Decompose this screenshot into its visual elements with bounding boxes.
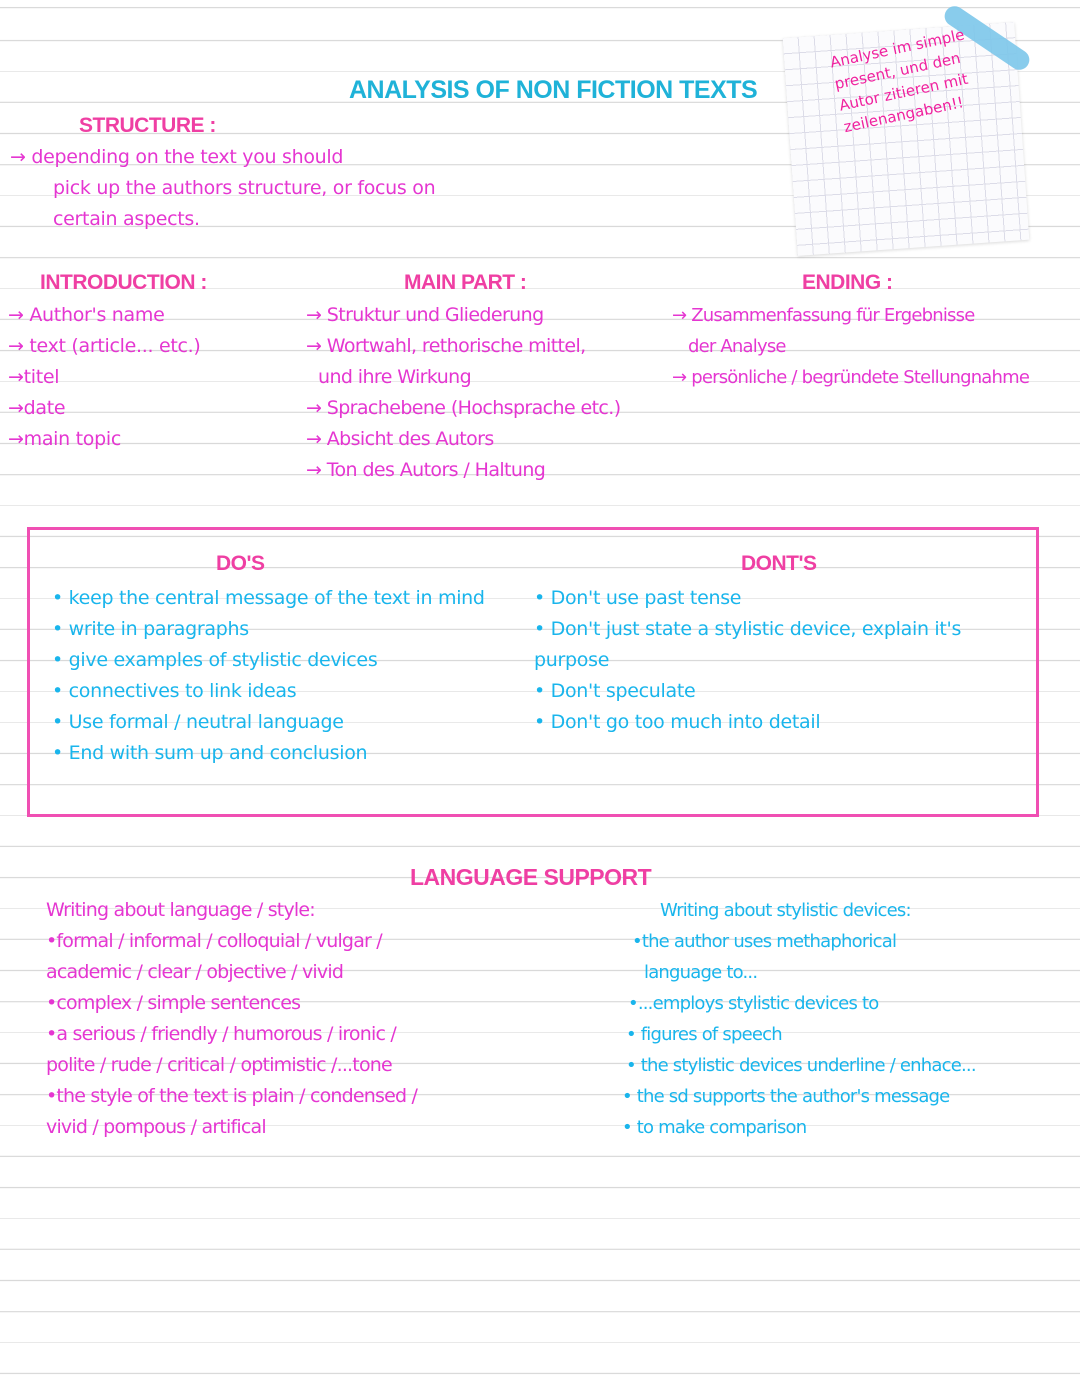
structure-heading: STRUCTURE : [79, 114, 216, 137]
list-item: → Wortwahl, rethorische mittel, [306, 335, 586, 357]
list-item: •the style of the text is plain / condensed / [46, 1085, 418, 1107]
list-item: →main topic [8, 428, 121, 450]
list-item: → Sprachebene (Hochsprache etc.) [306, 397, 621, 419]
list-item: → Zusammenfassung für Ergebnisse [672, 305, 975, 326]
list-item: vivid / pompous / artifical [46, 1116, 266, 1138]
list-item: • Don't go too much into detail [534, 707, 1024, 738]
list-item: • to make comparison [622, 1117, 807, 1138]
language-support-heading: LANGUAGE SUPPORT [410, 864, 652, 890]
list-item: Writing about language / style: [46, 899, 315, 921]
list-item: language to... [644, 962, 758, 983]
dos-heading: DO'S [216, 552, 265, 575]
page-title: ANALYSIS OF NON FICTION TEXTS [349, 76, 758, 104]
list-item: • figures of speech [626, 1024, 782, 1045]
list-item: → text (article... etc.) [8, 335, 201, 357]
list-item: • keep the central message of the text in mind [52, 583, 500, 614]
sticky-note-text: Analyse im simple present, und den Autor zitieren mit zeilenangaben!! [828, 25, 970, 137]
list-item: → Absicht des Autors [306, 428, 494, 450]
list-item: •a serious / friendly / humorous / ironic / [46, 1023, 396, 1045]
list-item: → Struktur und Gliederung [306, 304, 544, 326]
list-item: • Don't use past tense [534, 583, 1024, 614]
list-item: • Don't just state a stylistic device, explain it's purpose [534, 614, 1024, 676]
structure-line-1: → depending on the text you should [10, 146, 344, 168]
list-item: → persönliche / begründete Stellungnahme [672, 367, 1030, 388]
list-item: •complex / simple sentences [46, 992, 301, 1014]
introduction-heading: INTRODUCTION : [40, 271, 207, 294]
list-item: →titel [8, 366, 60, 388]
list-item: → Ton des Autors / Haltung [306, 459, 546, 481]
list-item: • connectives to link ideas [52, 676, 500, 707]
list-item: • the sd supports the author's message [622, 1086, 950, 1107]
list-item: • give examples of stylistic devices [52, 645, 500, 676]
list-item: • Use formal / neutral language [52, 707, 500, 738]
main-part-heading: MAIN PART : [404, 271, 527, 294]
list-item: • the stylistic devices underline / enhace... [626, 1055, 976, 1076]
donts-list [534, 583, 1024, 738]
language-style-list [46, 895, 516, 1143]
list-item: polite / rude / critical / optimistic /...tone [46, 1054, 392, 1076]
list-item: • Don't speculate [534, 676, 1024, 707]
list-item: Writing about stylistic devices: [660, 900, 911, 921]
list-item: und ihre Wirkung [318, 366, 472, 388]
structure-line-2: pick up the authors structure, or focus on [53, 177, 436, 199]
ending-heading: ENDING : [802, 271, 893, 294]
ending-list [672, 300, 1077, 393]
structure-line-3: certain aspects. [53, 208, 200, 230]
introduction-list [8, 300, 298, 455]
list-item: academic / clear / objective / vivid [46, 961, 344, 983]
list-item: •formal / informal / colloquial / vulgar / [46, 930, 382, 952]
list-item: • End with sum up and conclusion [52, 738, 500, 769]
main-part-list [306, 300, 666, 486]
donts-heading: DONT'S [741, 552, 817, 575]
dos-list [52, 583, 500, 769]
list-item: •the author uses methaphorical [632, 931, 897, 952]
list-item: der Analyse [688, 336, 786, 357]
stylistic-devices-list [622, 895, 1072, 1143]
list-item: →date [8, 397, 66, 419]
list-item: → Author's name [8, 304, 165, 326]
list-item: •...employs stylistic devices to [628, 993, 879, 1014]
list-item: • write in paragraphs [52, 614, 500, 645]
